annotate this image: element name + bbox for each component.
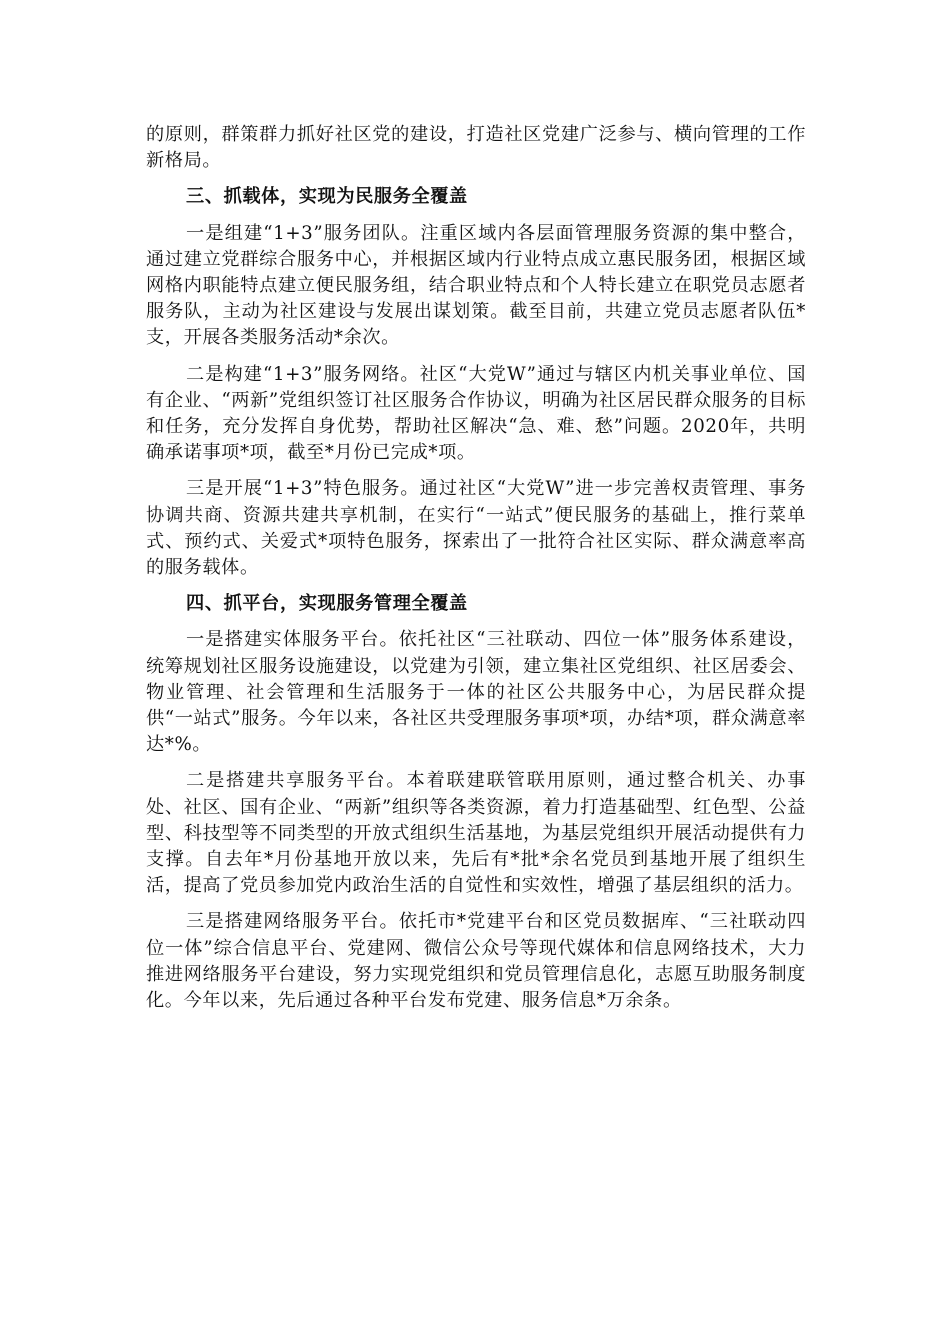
paragraph-service-network: 二是构建“1+3”服务网络。社区“大党W”通过与辖区内机关事业单位、国有企业、“两新”党组织签订社区服务合作协议，明确为社区居民群众服务的目标和任务，充分发挥自身优势，帮助社区解决“急、难、愁”问题。2020年，共明确承诺事项*项，截至*月份已完成*项。 [146,363,806,464]
document-page [146,122,806,1024]
paragraph-service-team: 一是组建“1+3”服务团队。注重区域内各层面管理服务资源的集中整合，通过建立党群综合服务中心，并根据区域内行业特点成立惠民服务团，根据区域网格内职能特点建立便民服务组，结合职业特点和个人特长建立在职党员志愿者服务队，主动为社区建设与发展出谋划策。截至目前，共建立党员志愿者队伍*支，开展各类服务活动*余次。 [146,222,806,349]
paragraph-shared-platform: 二是搭建共享服务平台。本着联建联管联用原则，通过整合机关、办事处、社区、国有企业、“两新”组织等各类资源，着力打造基础型、红色型、公益型、科技型等不同类型的开放式组织生活基地，为基层党组织开展活动提供有力支撑。自去年*月份基地开放以来，先后有*批*余名党员到基地开展了组织生活，提高了党员参加党内政治生活的自觉性和实效性，增强了基层组织的活力。 [146,770,806,897]
paragraph-continuation: 的原则，群策群力抓好社区党的建设，打造社区党建广泛参与、横向管理的工作新格局。 [146,124,806,172]
paragraph-physical-platform: 一是搭建实体服务平台。依托社区“三社联动、四位一体”服务体系建设，统筹规划社区服务设施建设，以党建为引领，建立集社区党组织、社区居委会、物业管理、社会管理和生活服务于一体的社区公共服务中心，为居民群众提供“一站式”服务。今年以来，各社区共受理服务事项*项，办结*项，群众满意率达*%。 [146,629,806,756]
paragraph-network-platform: 三是搭建网络服务平台。依托市*党建平台和区党员数据库、“三社联动四位一体”综合信息平台、党建网、微信公众号等现代媒体和信息网络技术，大力推进网络服务平台建设，努力实现党组织和党员管理信息化，志愿互助服务制度化。今年以来，先后通过各种平台发布党建、服务信息*万余条。 [146,911,806,1012]
section-heading-four: 四、抓平台，实现服务管理全覆盖 [186,593,468,615]
paragraph-special-service: 三是开展“1+3”特色服务。通过社区“大党W”进一步完善权责管理、事务协调共商、资源共建共享机制，在实行“一站式”便民服务的基础上，推行菜单式、预约式、关爱式*项特色服务，探索出了一批符合社区实际、群众满意率高的服务载体。 [146,478,806,579]
section-heading-three: 三、抓载体，实现为民服务全覆盖 [186,186,468,208]
